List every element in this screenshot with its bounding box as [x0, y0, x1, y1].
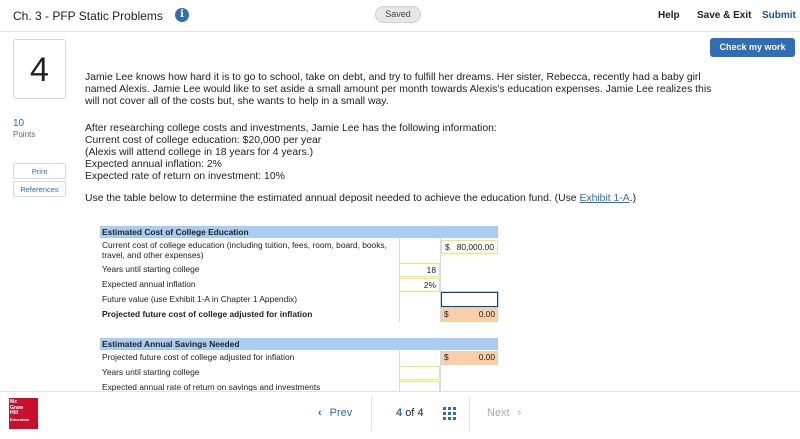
question-grid-icon[interactable]: [443, 407, 456, 420]
projected-cost-cell: [441, 308, 498, 322]
submit-link[interactable]: Submit: [762, 10, 796, 21]
nav-divider: [371, 397, 372, 431]
instruction-suffix: .): [629, 193, 637, 204]
info-icon[interactable]: i: [175, 8, 189, 22]
question-paragraph: [85, 72, 715, 108]
table-row: [100, 380, 498, 391]
references-button[interactable]: References: [13, 181, 66, 197]
future-value-input[interactable]: [441, 292, 498, 307]
cell-value: 0.00: [478, 352, 495, 362]
current-page: 4: [396, 407, 403, 419]
table-row: [100, 277, 498, 292]
question-number: 4: [30, 51, 49, 89]
rate-input[interactable]: [399, 381, 440, 391]
help-link[interactable]: Help: [658, 10, 680, 21]
points-label: Points: [13, 130, 36, 139]
next-label: Next: [487, 407, 510, 419]
table-row: [100, 350, 498, 365]
check-my-work-button[interactable]: Check my work: [710, 38, 795, 57]
instruction-text: [85, 193, 715, 205]
info-line: Expected rate of return on investment: 10%: [85, 171, 285, 182]
cell-value: 80,000.00: [456, 242, 494, 252]
years-input[interactable]: [399, 366, 440, 380]
row-label: Current cost of college education (including tuition, fees, room, board, books, travel, and other expenses): [102, 240, 387, 260]
mcgraw-hill-logo: Mc Graw Hill Education: [9, 398, 38, 429]
years-cell: 18: [399, 263, 440, 277]
projected-cost-cell: [441, 351, 498, 365]
of-label: of: [405, 407, 415, 419]
row-label: Years until starting college: [102, 367, 200, 377]
points-value: 10: [13, 118, 25, 129]
table-row: [100, 292, 498, 307]
assignment-title: Ch. 3 - PFP Static Problems: [13, 9, 163, 23]
question-number-box: [13, 39, 66, 99]
info-line: Expected annual inflation: 2%: [85, 159, 222, 170]
info-line: (Alexis will attend college in 18 years for 4 years.): [85, 147, 314, 158]
question-info-block: [85, 123, 715, 183]
print-button[interactable]: Print: [13, 163, 66, 179]
table-row: [100, 262, 498, 277]
section-header: Estimated Cost of College Education: [100, 226, 498, 238]
nav-divider: [469, 397, 470, 431]
section-header: Estimated Annual Savings Needed: [100, 338, 498, 350]
table-row: [100, 307, 498, 322]
inflation-cell: 2%: [399, 278, 440, 292]
table-row: [100, 238, 498, 262]
currency-symbol: $: [445, 242, 450, 252]
worksheet-section-savings: [100, 338, 498, 391]
total-pages: 4: [417, 407, 424, 419]
question-intro-text: Jamie Lee knows how hard it is to go to school, take on debt, and try to fulfill her dreams. Her sister, Rebecca, recently had a baby girl named Alexis. Jamie Lee would like to set aside a small amount per month towards Alexis's education expenses. Jamie Lee realizes this will not cover all of the costs but, she wants to help in a small way.: [85, 72, 712, 107]
chevron-left-icon: ‹: [318, 407, 322, 419]
next-button[interactable]: [487, 407, 521, 419]
row-label: Projected future cost of college adjusted for inflation: [102, 309, 313, 319]
table-row: [100, 365, 498, 380]
chevron-right-icon: ›: [517, 407, 522, 419]
prev-label: Prev: [329, 407, 353, 419]
cell-value: 0.00: [478, 309, 495, 319]
info-line: Current cost of college education: $20,000 per year: [85, 135, 322, 146]
instruction-prefix: Use the table below to determine the estimated annual deposit needed to achieve the education fund. (Use: [85, 193, 580, 204]
current-cost-cell: [441, 240, 498, 254]
top-bar: [0, 0, 800, 32]
currency-symbol: $: [444, 309, 449, 319]
row-label: Future value (use Exhibit 1-A in Chapter 1 Appendix): [102, 294, 298, 304]
currency-symbol: $: [444, 352, 449, 362]
exhibit-link[interactable]: Exhibit 1-A: [579, 193, 630, 204]
worksheet-section-cost: [100, 226, 498, 322]
info-intro-text: After researching college costs and investments, Jamie Lee has the following information:: [85, 123, 497, 134]
save-exit-link[interactable]: Save & Exit: [697, 10, 752, 21]
saved-status-badge: Saved: [375, 6, 421, 23]
row-label: Expected annual inflation: [102, 279, 196, 289]
prev-button[interactable]: [318, 407, 352, 419]
page-indicator: [396, 407, 424, 419]
row-label: Projected future cost of college adjusted for inflation: [102, 352, 295, 362]
row-label: Expected annual rate of return on savings and investments: [102, 382, 321, 391]
row-label: Years until starting college: [102, 264, 200, 274]
